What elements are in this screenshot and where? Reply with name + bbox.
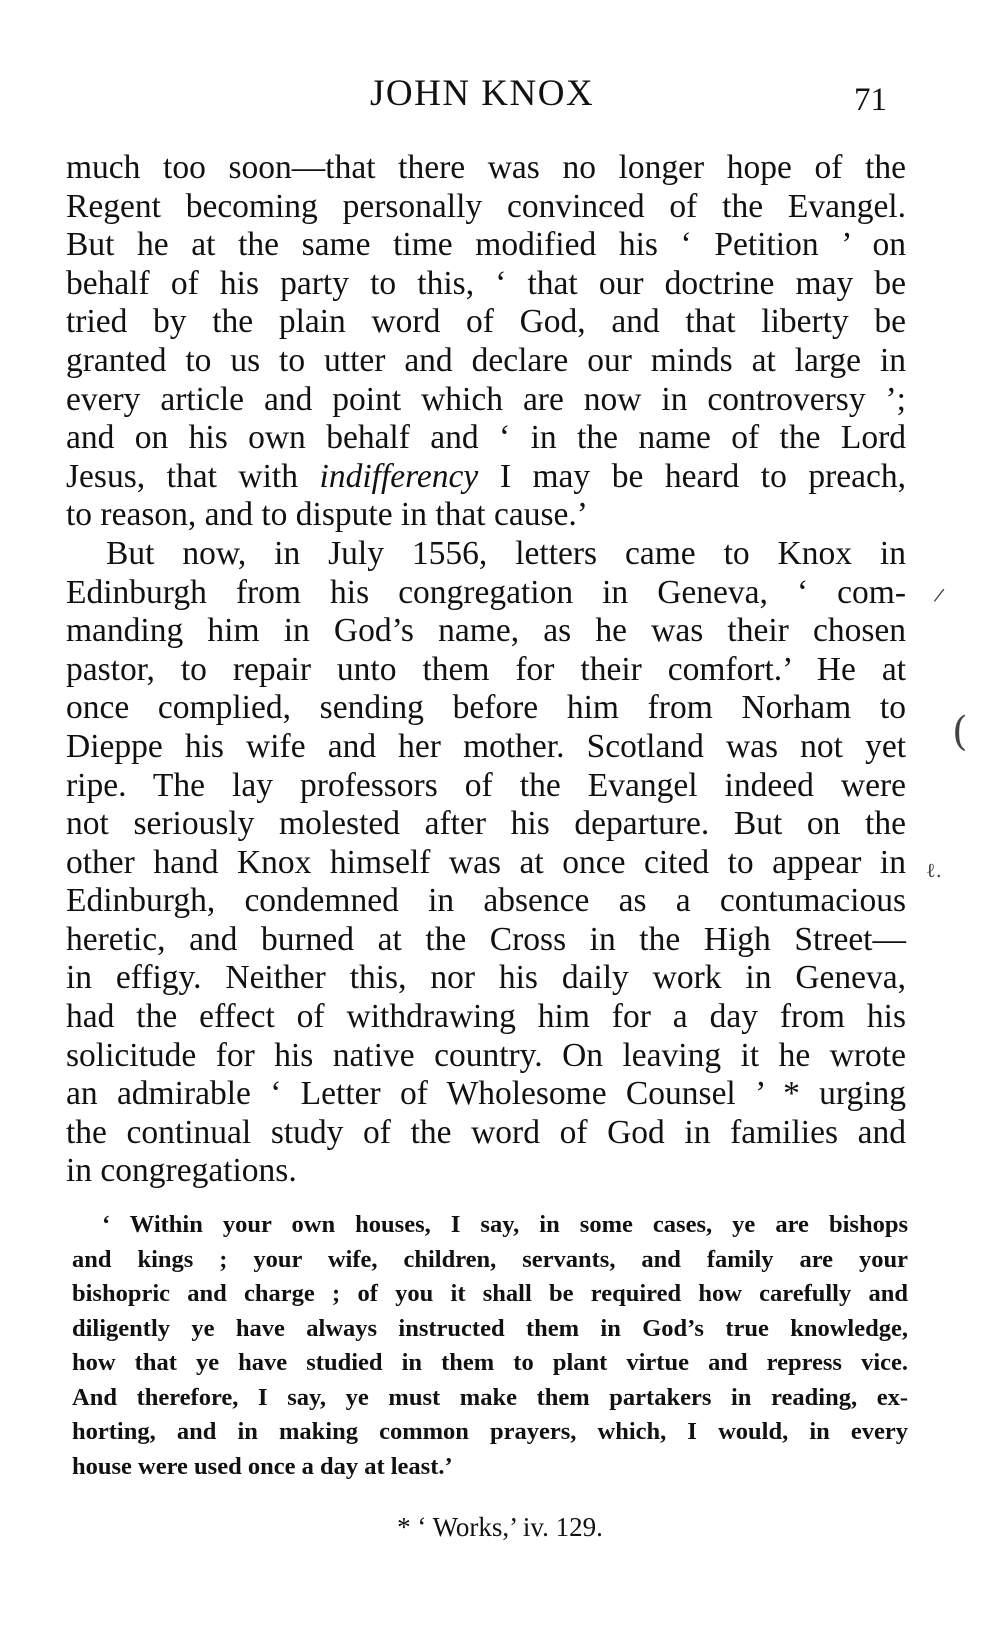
- quote-line: how that ye have studied in them to plant virtue and repress vice.: [72, 1349, 908, 1376]
- text-line: not seriously molested after his departure. But on the: [66, 805, 906, 843]
- quote-line: and kings ; your wife, children, servants, and family are your: [72, 1245, 908, 1273]
- text-line: pastor, to repair unto them for their comfort.’ He at: [66, 650, 906, 688]
- paragraph-first-line: But now, in July 1556, letters came to Knox in: [106, 534, 906, 572]
- text-line: Dieppe his wife and her mother. Scotland was not yet: [66, 727, 906, 765]
- margin-pencil-mark: ℓ.: [926, 858, 942, 882]
- text-line: much too soon—that there was no longer hope of the: [66, 149, 906, 186]
- text-line: granted to us to utter and declare our minds at large in: [66, 341, 906, 379]
- block-quote: [72, 1208, 908, 1484]
- text-line: tried by the plain word of God, and that liberty be: [66, 303, 906, 341]
- text-line: [66, 458, 906, 497]
- text-line: But he at the same time modified his ‘ Petition ’ on: [66, 226, 906, 264]
- quote-line: bishopric and charge ; of you it shall be required how carefully and: [72, 1280, 908, 1307]
- body-text: [66, 149, 906, 1191]
- text-line: other hand Knox himself was at once cited to appear in: [66, 843, 906, 881]
- text-line: to reason, and to dispute in that cause.’: [66, 496, 588, 534]
- text-line: behalf of his party to this, ‘ that our doctrine may be: [66, 264, 906, 302]
- text-line: heretic, and burned at the Cross in the High Street—: [66, 920, 906, 958]
- running-title: JOHN KNOX: [370, 73, 595, 114]
- italic-word: indifferency: [319, 457, 479, 495]
- text-segment: I may be heard to preach,: [499, 457, 907, 495]
- text-line: and on his own behalf and ‘ in the name of the Lord: [66, 419, 906, 457]
- text-line: in congregations.: [66, 1152, 297, 1190]
- text-line: every article and point which are now in controversy ’;: [66, 380, 906, 418]
- margin-pencil-mark: /: [932, 584, 946, 607]
- quote-line: horting, and in making common prayers, which, I would, in every: [72, 1418, 908, 1445]
- text-segment: Jesus, that with: [66, 457, 298, 495]
- text-line: an admirable ‘ Letter of Wholesome Counsel ’ * urging: [66, 1075, 906, 1113]
- page-number: 71: [854, 82, 887, 118]
- text-line: solicitude for his native country. On leaving it he wrote: [66, 1036, 906, 1074]
- text-line: had the effect of withdrawing him for a day from his: [66, 998, 906, 1036]
- text-line: in effigy. Neither this, nor his daily work in Geneva,: [66, 959, 906, 997]
- quote-line: house were used once a day at least.’: [72, 1452, 453, 1480]
- running-head: [0, 72, 1000, 122]
- quote-line: And therefore, I say, ye must make them partakers in reading, ex-: [72, 1383, 908, 1411]
- text-line: Edinburgh, condemned in absence as a contumacious: [66, 882, 906, 920]
- text-line: Edinburgh from his congregation in Geneva, ‘ com-: [66, 573, 906, 611]
- text-line: the continual study of the word of God in families and: [66, 1113, 906, 1151]
- text-line: once complied, sending before him from Norham to: [66, 689, 906, 727]
- footnote: * ‘ Works,’ iv. 129.: [397, 1512, 603, 1542]
- margin-bracket-mark: (: [952, 709, 968, 755]
- quote-line: ‘ Within your own houses, I say, in some cases, ye are bishops: [102, 1211, 908, 1238]
- text-line: ripe. The lay professors of the Evangel indeed were: [66, 766, 906, 804]
- quote-line: diligently ye have always instructed them in God’s true knowledge,: [72, 1314, 908, 1342]
- text-line: Regent becoming personally convinced of the Evangel.: [66, 187, 906, 225]
- text-line: manding him in God’s name, as he was their chosen: [66, 612, 906, 650]
